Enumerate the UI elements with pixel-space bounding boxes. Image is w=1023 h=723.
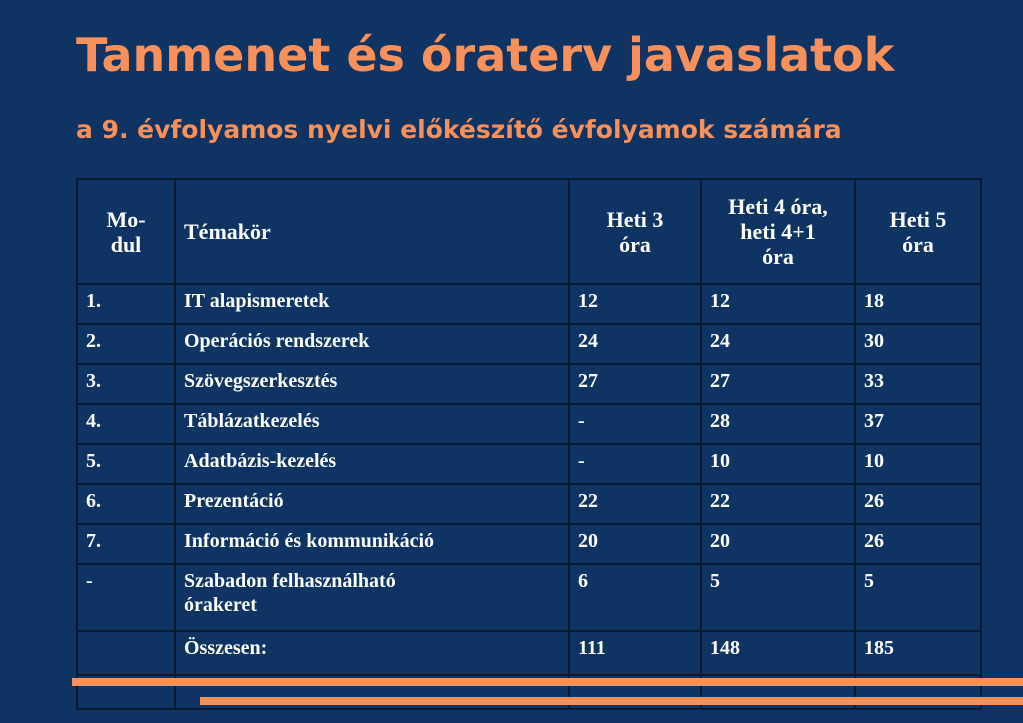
cell-modul: 2. [77, 324, 175, 364]
cell-tema: Információ és kommunikáció [175, 524, 569, 564]
header-heti-4: Heti 4 óra, heti 4+1 óra [701, 179, 855, 284]
table-row [77, 364, 981, 404]
cell-tema: Operációs rendszerek [175, 324, 569, 364]
cell-tema: Adatbázis-kezelés [175, 444, 569, 484]
decorative-stripe-bottom [200, 697, 1023, 705]
cell-modul: 7. [77, 524, 175, 564]
header-row [77, 179, 981, 284]
cell-heti-3: 22 [569, 484, 701, 524]
cell-heti-4: 22 [701, 484, 855, 524]
decorative-stripe-top [72, 678, 1023, 686]
total-heti-5: 185 [855, 631, 981, 675]
cell-tema: Szabadon felhasználható órakeret [175, 564, 569, 631]
cell-heti-3: 24 [569, 324, 701, 364]
table-row [77, 284, 981, 324]
syllabus-table [76, 178, 982, 710]
cell-heti-5: 10 [855, 444, 981, 484]
cell-modul: 3. [77, 364, 175, 404]
cell-heti-3: - [569, 404, 701, 444]
cell-heti-5: 33 [855, 364, 981, 404]
cell-heti-5: 26 [855, 484, 981, 524]
cell-heti-5: 5 [855, 564, 981, 631]
header-modul: Mo- dul [77, 179, 175, 284]
table-row [77, 564, 981, 631]
cell-heti-4: 24 [701, 324, 855, 364]
cell-modul: 6. [77, 484, 175, 524]
cell-tema: Táblázatkezelés [175, 404, 569, 444]
cell-modul-empty [77, 631, 175, 675]
cell-modul: 1. [77, 284, 175, 324]
cell-modul: 4. [77, 404, 175, 444]
total-label: Összesen: [175, 631, 569, 675]
page-title: Tanmenet és óraterv javaslatok [76, 28, 895, 82]
header-heti-3: Heti 3 óra [569, 179, 701, 284]
cell-heti-4: 27 [701, 364, 855, 404]
cell-tema: Prezentáció [175, 484, 569, 524]
cell-modul: 5. [77, 444, 175, 484]
total-heti-4: 148 [701, 631, 855, 675]
cell-heti-5: 26 [855, 524, 981, 564]
header-heti-5: Heti 5 óra [855, 179, 981, 284]
cell-heti-4: 28 [701, 404, 855, 444]
table-row [77, 444, 981, 484]
cell-heti-3: 27 [569, 364, 701, 404]
cell-heti-3: 6 [569, 564, 701, 631]
cell-tema: IT alapismeretek [175, 284, 569, 324]
cell-heti-3: 20 [569, 524, 701, 564]
cell-heti-3: - [569, 444, 701, 484]
cell-heti-4: 5 [701, 564, 855, 631]
cell-heti-4: 10 [701, 444, 855, 484]
cell-heti-5: 18 [855, 284, 981, 324]
cell-heti-5: 37 [855, 404, 981, 444]
header-temakor: Témakör [175, 179, 569, 284]
cell-heti-4: 12 [701, 284, 855, 324]
table-row [77, 324, 981, 364]
cell-heti-5: 30 [855, 324, 981, 364]
cell-tema: Szövegszerkesztés [175, 364, 569, 404]
page-subtitle: a 9. évfolyamos nyelvi előkészítő évfolyamok számára [76, 115, 842, 144]
cell-heti-3: 12 [569, 284, 701, 324]
table-row [77, 524, 981, 564]
table-row [77, 404, 981, 444]
table-row [77, 484, 981, 524]
cell-heti-4: 20 [701, 524, 855, 564]
total-heti-3: 111 [569, 631, 701, 675]
total-row [77, 631, 981, 675]
cell-modul: - [77, 564, 175, 631]
